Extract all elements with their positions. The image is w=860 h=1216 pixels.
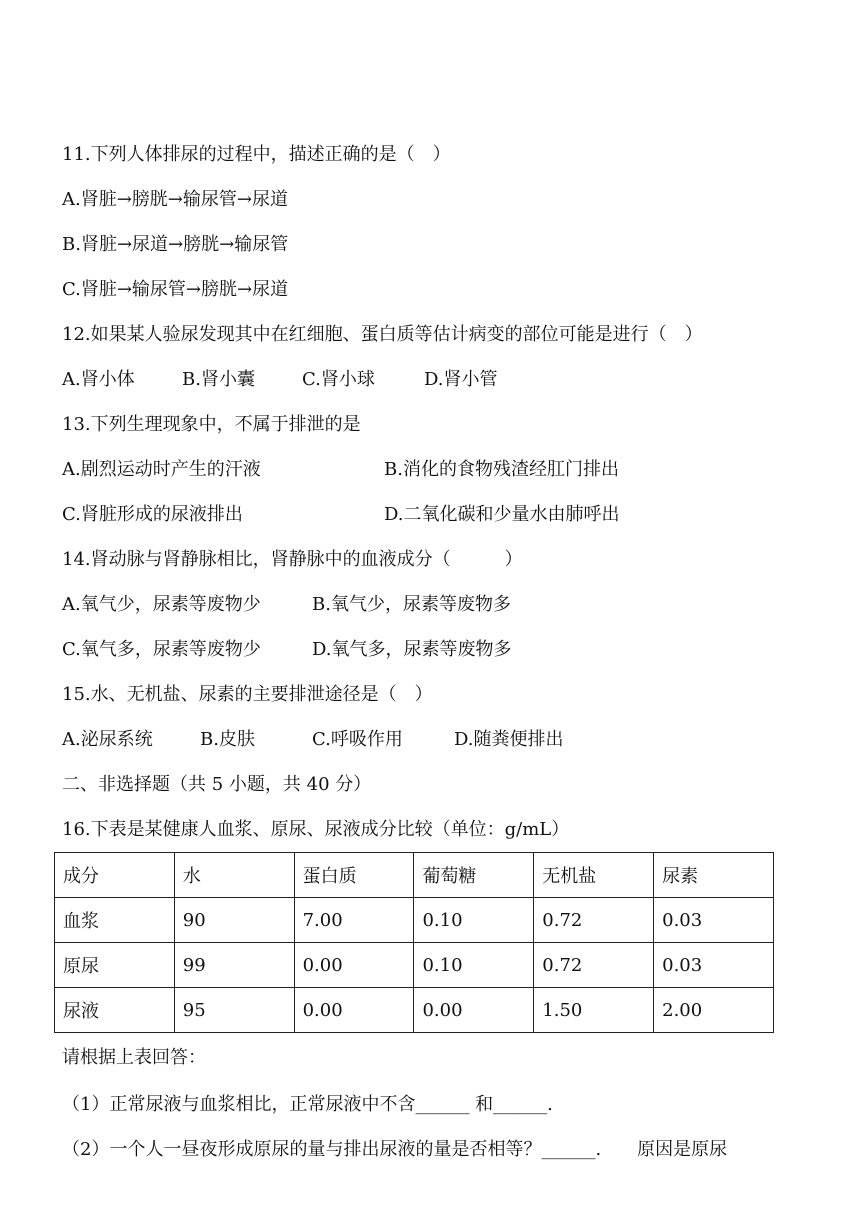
table-cell: 99 <box>174 943 294 988</box>
q13-option-d: D.二氧化碳和少量水由肺呼出 <box>384 504 620 525</box>
table-row <box>55 943 774 988</box>
q12-option-d: D.肾小管 <box>424 369 498 390</box>
table-header-cell: 蛋白质 <box>294 853 414 898</box>
q13-stem: 13.下列生理现象中，不属于排泄的是 <box>62 414 361 435</box>
table-row <box>55 988 774 1033</box>
table-cell: 血浆 <box>55 898 175 943</box>
q11-option-b: B.肾脏→尿道→膀胱→输尿管 <box>62 234 289 255</box>
table-cell: 0.00 <box>294 943 414 988</box>
q14-option-a: A.氧气少，尿素等废物少 <box>62 594 261 615</box>
section-heading: 二、非选择题（共 5 小题，共 40 分） <box>62 774 372 795</box>
q14-option-c: C.氧气多，尿素等废物少 <box>62 639 261 660</box>
q13-option-b: B.消化的食物残渣经肛门排出 <box>384 459 619 480</box>
table-header-row <box>55 853 774 898</box>
table-cell: 0.10 <box>414 898 534 943</box>
q15-stem: 15.水、无机盐、尿素的主要排泄途径是（ ） <box>62 684 433 705</box>
q12-option-a: A.肾小体 <box>62 369 135 390</box>
table-cell: 0.72 <box>534 943 654 988</box>
table-cell: 0.03 <box>654 898 774 943</box>
composition-table <box>54 852 774 1033</box>
table-cell: 0.72 <box>534 898 654 943</box>
q12-stem: 12.如果某人验尿发现其中在红细胞、蛋白质等估计病变的部位可能是进行（ ） <box>62 324 703 345</box>
table-cell: 0.00 <box>294 988 414 1033</box>
table-cell: 0.00 <box>414 988 534 1033</box>
table-cell: 95 <box>174 988 294 1033</box>
table-header-cell: 成分 <box>55 853 175 898</box>
q16-prompt: 请根据上表回答： <box>62 1047 206 1068</box>
q13-option-c: C.肾脏形成的尿液排出 <box>62 504 243 525</box>
q15-option-c: C.呼吸作用 <box>312 729 403 750</box>
q15-option-b: B.皮肤 <box>200 729 255 750</box>
table-cell: 2.00 <box>654 988 774 1033</box>
table-header-cell: 无机盐 <box>534 853 654 898</box>
q11-stem: 11.下列人体排尿的过程中，描述正确的是（ ） <box>62 144 451 165</box>
table-cell: 7.00 <box>294 898 414 943</box>
q12-option-c: C.肾小球 <box>302 369 375 390</box>
q14-option-b: B.氧气少，尿素等废物多 <box>312 594 511 615</box>
q14-option-d: D.氧气多，尿素等废物多 <box>312 639 512 660</box>
table-cell: 1.50 <box>534 988 654 1033</box>
table-cell: 90 <box>174 898 294 943</box>
q16-sub1: （1）正常尿液与血浆相比，正常尿液中不含______ 和______. <box>62 1094 553 1115</box>
table-row <box>55 898 774 943</box>
table-cell: 尿液 <box>55 988 175 1033</box>
q14-stem: 14.肾动脉与肾静脉相比，肾静脉中的血液成分（ ） <box>62 549 523 570</box>
q13-option-a: A.剧烈运动时产生的汗液 <box>62 459 261 480</box>
q11-option-c: C.肾脏→输尿管→膀胱→尿道 <box>62 279 289 300</box>
table-header-cell: 水 <box>174 853 294 898</box>
table-header-cell: 葡萄糖 <box>414 853 534 898</box>
q16-stem: 16.下表是某健康人血浆、原尿、尿液成分比较（单位：g/mL） <box>62 819 570 840</box>
q15-option-d: D.随粪便排出 <box>454 729 564 750</box>
table-cell: 0.03 <box>654 943 774 988</box>
q12-option-b: B.肾小囊 <box>182 369 255 390</box>
table-header-cell: 尿素 <box>654 853 774 898</box>
q16-sub2: （2）一个人一昼夜形成原尿的量与排出尿液的量是否相等？______. 原因是原尿 <box>62 1139 728 1160</box>
table-cell: 原尿 <box>55 943 175 988</box>
table-cell: 0.10 <box>414 943 534 988</box>
q15-option-a: A.泌尿系统 <box>62 729 153 750</box>
q11-option-a: A.肾脏→膀胱→输尿管→尿道 <box>62 189 288 210</box>
